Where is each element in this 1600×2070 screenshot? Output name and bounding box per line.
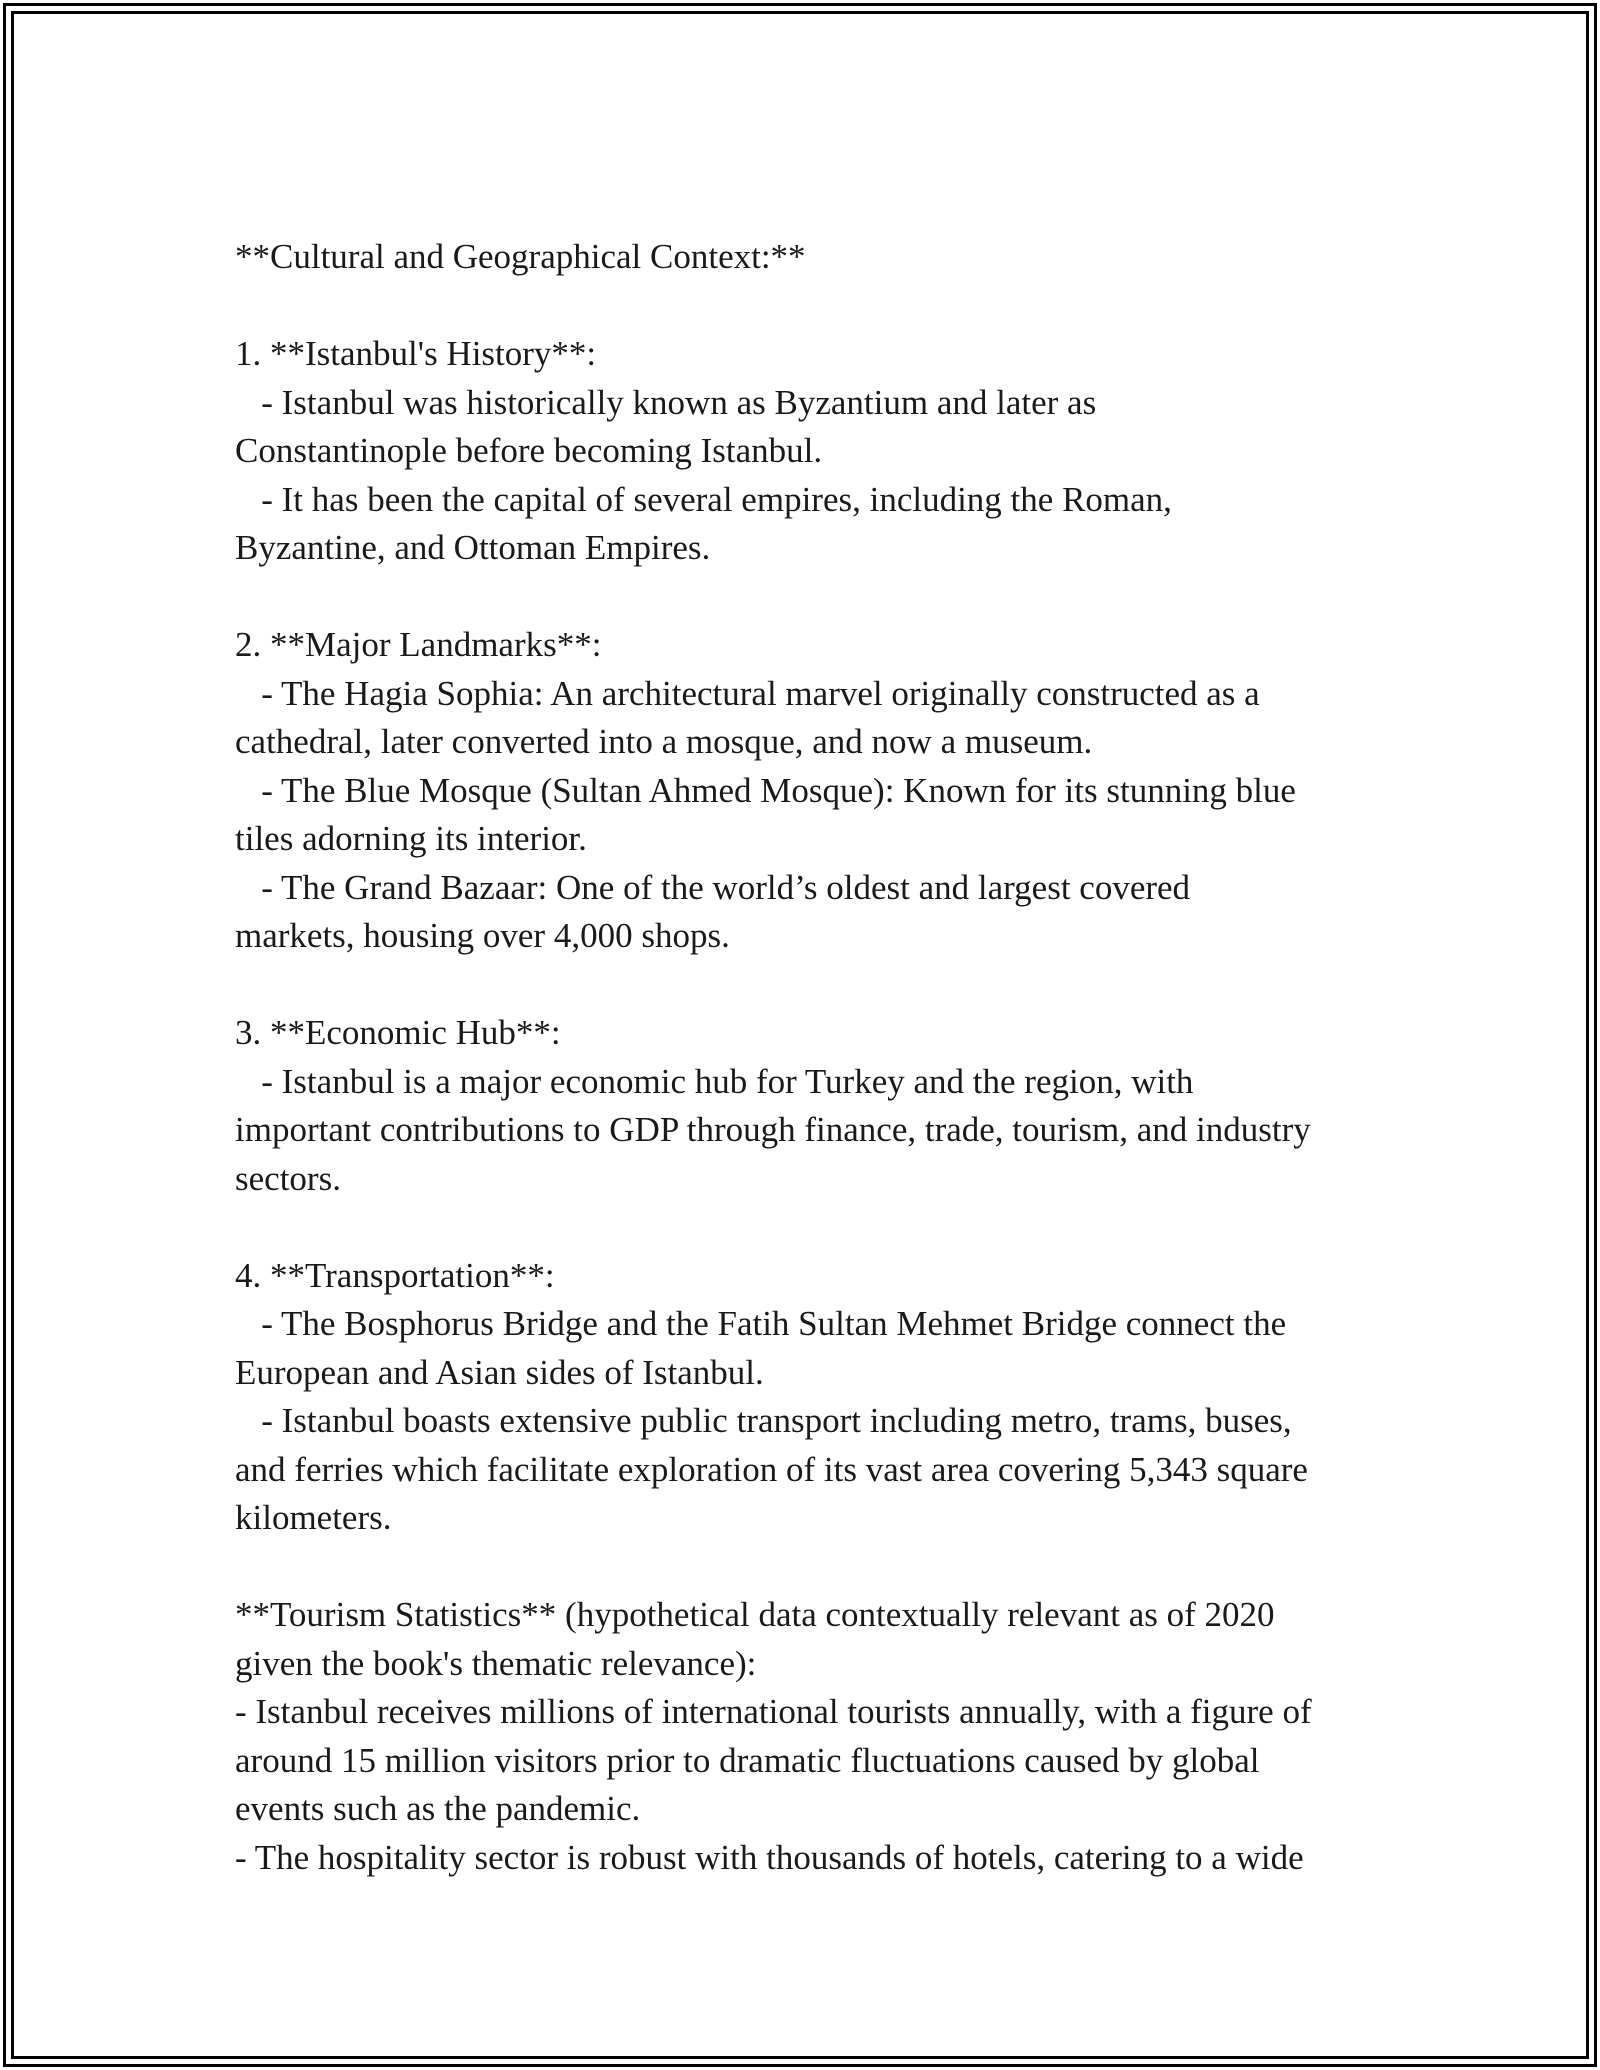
tourism-line: given the book's thematic relevance): bbox=[235, 1643, 757, 1683]
section-title: 1. **Istanbul's History**: bbox=[235, 334, 597, 373]
section-line: markets, housing over 4,000 shops. bbox=[235, 916, 730, 955]
section-line: - The Blue Mosque (Sultan Ahmed Mosque): Known for its stunning blue bbox=[235, 770, 1296, 810]
document-body bbox=[235, 233, 1375, 1882]
paragraph-gap bbox=[235, 1203, 1375, 1252]
section-line: cathedral, later converted into a mosque, and now a museum. bbox=[235, 722, 1093, 761]
section-line: - The Bosphorus Bridge and the Fatih Sultan Mehmet Bridge connect the bbox=[235, 1304, 1287, 1343]
paragraph-gap bbox=[235, 1543, 1375, 1592]
section-line: and ferries which facilitate exploration of its vast area covering 5,343 square bbox=[235, 1449, 1308, 1489]
paragraph-gap bbox=[235, 573, 1375, 622]
paragraph-gap bbox=[235, 961, 1375, 1010]
section-line: tiles adorning its interior. bbox=[235, 819, 587, 858]
section-line: Constantinople before becoming Istanbul. bbox=[235, 431, 823, 470]
section-line: sectors. bbox=[235, 1158, 341, 1198]
tourism-line: **Tourism Statistics** (hypothetical data contextually relevant as of 2020 bbox=[235, 1595, 1275, 1634]
section-line: - The Hagia Sophia: An architectural marvel originally constructed as a bbox=[235, 673, 1260, 713]
paragraph-gap bbox=[235, 282, 1375, 331]
document-heading: **Cultural and Geographical Context:** bbox=[235, 237, 806, 276]
section-title: 2. **Major Landmarks**: bbox=[235, 625, 602, 664]
section-line: important contributions to GDP through finance, trade, tourism, and industry bbox=[235, 1110, 1311, 1149]
section-title: 3. **Economic Hub**: bbox=[235, 1013, 561, 1052]
section-line: European and Asian sides of Istanbul. bbox=[235, 1352, 764, 1392]
section-line: - Istanbul was historically known as Byzantium and later as bbox=[235, 382, 1097, 422]
tourism-line: - Istanbul receives millions of international tourists annually, with a figure of bbox=[235, 1692, 1312, 1731]
tourism-line: events such as the pandemic. bbox=[235, 1789, 641, 1828]
section-line: - It has been the capital of several empires, including the Roman, bbox=[235, 479, 1172, 519]
section-line: - Istanbul is a major economic hub for Turkey and the region, with bbox=[235, 1061, 1194, 1101]
tourism-line: around 15 million visitors prior to dramatic fluctuations caused by global bbox=[235, 1740, 1260, 1780]
section-line: kilometers. bbox=[235, 1498, 392, 1537]
tourism-line: - The hospitality sector is robust with thousands of hotels, catering to a wide bbox=[235, 1837, 1304, 1877]
section-title: 4. **Transportation**: bbox=[235, 1255, 555, 1295]
section-line: - Istanbul boasts extensive public transport including metro, trams, buses, bbox=[235, 1401, 1292, 1440]
section-line: Byzantine, and Ottoman Empires. bbox=[235, 528, 711, 567]
section-line: - The Grand Bazaar: One of the world’s oldest and largest covered bbox=[235, 867, 1191, 907]
